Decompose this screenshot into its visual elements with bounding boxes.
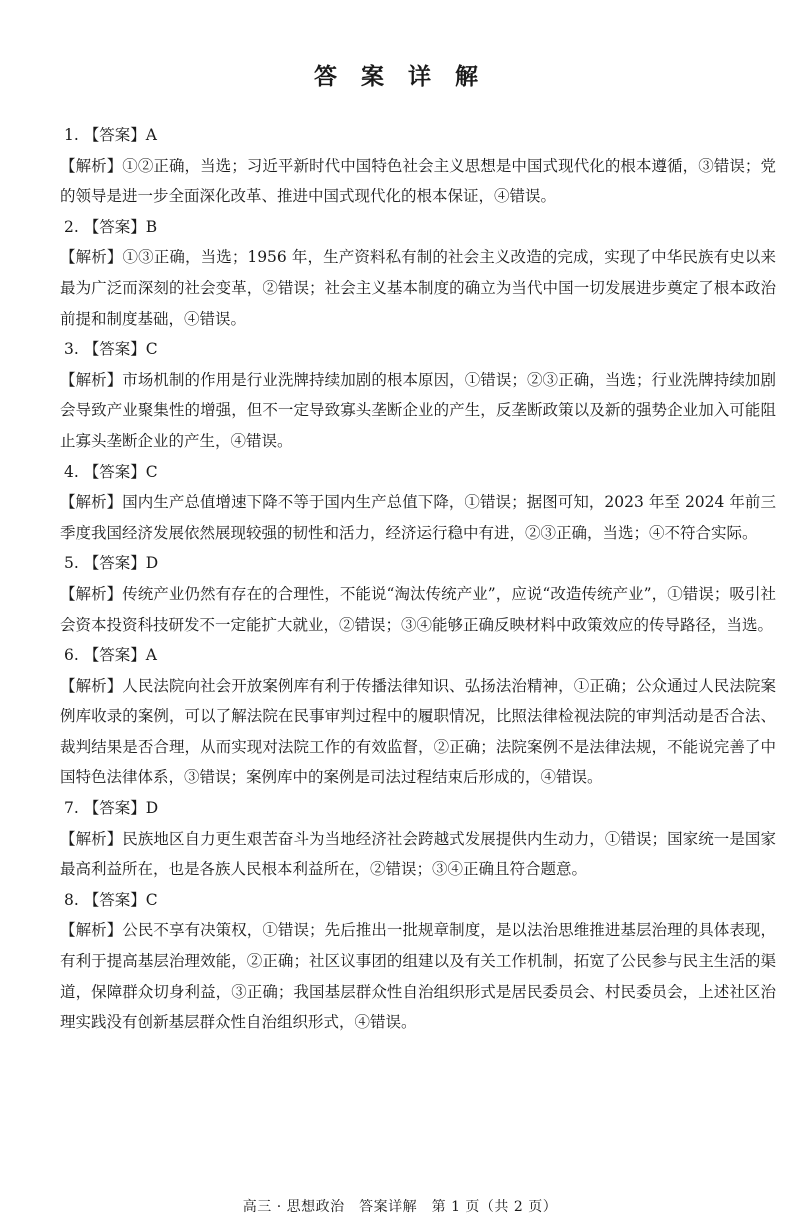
question-6	[60, 640, 776, 793]
answer-list	[60, 120, 776, 1038]
question-3	[60, 334, 776, 456]
answer-line: 1. 【答案】A	[64, 126, 157, 144]
answer-line: 8. 【答案】C	[64, 890, 158, 909]
question-1	[60, 120, 776, 212]
answer-line: 6. 【答案】A	[64, 646, 157, 665]
analysis-text: 【解析】①③正确，当选；1956 年，生产资料私有制的社会主义改造的完成，实现了中华民族有史以来最为广泛而深刻的社会变革，②错误；社会主义基本制度的确立为当代中国一切发展进步奠定了根本政治前提和制度基础，④错误。	[60, 248, 776, 328]
analysis-text: 【解析】国内生产总值增速下降不等于国内生产总值下降，①错误；据图可知，2023 年至 2024 年前三季度我国经济发展依然展现较强的韧性和活力，经济运行稳中有进，②③正确，当选；④不符合实际。	[60, 493, 776, 542]
answer-line: 7. 【答案】D	[64, 799, 159, 818]
question-5	[60, 548, 776, 640]
question-7	[60, 793, 776, 885]
question-2	[60, 212, 776, 334]
analysis-text: 【解析】①②正确，当选；习近平新时代中国特色社会主义思想是中国式现代化的根本遵循，③错误；党的领导是进一步全面深化改革、推进中国式现代化的根本保证，④错误。	[60, 156, 776, 206]
answer-line: 4. 【答案】C	[64, 462, 158, 481]
analysis-text: 【解析】人民法院向社会开放案例库有利于传播法律知识、弘扬法治精神，①正确；公众通过人民法院案例库收录的案例，可以了解法院在民事审判过程中的履职情况，比照法律检视法院的审判活动是否合法、裁判结果是否合理，从而实现对法院工作的有效监督，②正确；法院案例不是法律法规，不能说完善了中国特色法律体系，③错误；案例库中的案例是司法过程结束后形成的，④错误。	[60, 676, 776, 787]
answer-line: 5. 【答案】D	[64, 554, 159, 573]
question-8	[60, 885, 776, 1038]
page-footer: 高三 · 思想政治 答案详解 第 1 页（共 2 页）	[242, 1199, 558, 1215]
answer-line: 3. 【答案】C	[64, 340, 158, 359]
analysis-text: 【解析】公民不享有决策权，①错误；先后推出一批规章制度，是以法治思维推进基层治理的具体表现，有利于提高基层治理效能，②正确；社区议事团的组建以及有关工作机制，拓宽了公民参与民主生活的渠道，保障群众切身利益，③正确；我国基层群众性自治组织形式是居民委员会、村民委员会，上述社区治理实践没有创新基层群众性自治组织形式，④错误。	[60, 921, 776, 1032]
analysis-text: 【解析】传统产业仍然有存在的合理性，不能说“淘汰传统产业”，应说“改造传统产业”，①错误；吸引社会资本投资科技研发不一定能扩大就业，②错误；③④能够正确反映材料中政策效应的传导路径，当选。	[60, 584, 776, 634]
question-4	[60, 457, 776, 549]
page-title: 答 案 详 解	[313, 64, 487, 90]
answer-line: 2. 【答案】B	[64, 217, 158, 236]
analysis-text: 【解析】市场机制的作用是行业洗牌持续加剧的根本原因，①错误；②③正确，当选；行业洗牌持续加剧会导致产业聚集性的增强，但不一定导致寡头垄断企业的产生，反垄断政策以及新的强势企业加入可能阻止寡头垄断企业的产生，④错误。	[60, 370, 776, 450]
analysis-text: 【解析】民族地区自力更生艰苦奋斗为当地经济社会跨越式发展提供内生动力，①错误；国家统一是国家最高利益所在，也是各族人民根本利益所在，②错误；③④正确且符合题意。	[60, 829, 776, 879]
